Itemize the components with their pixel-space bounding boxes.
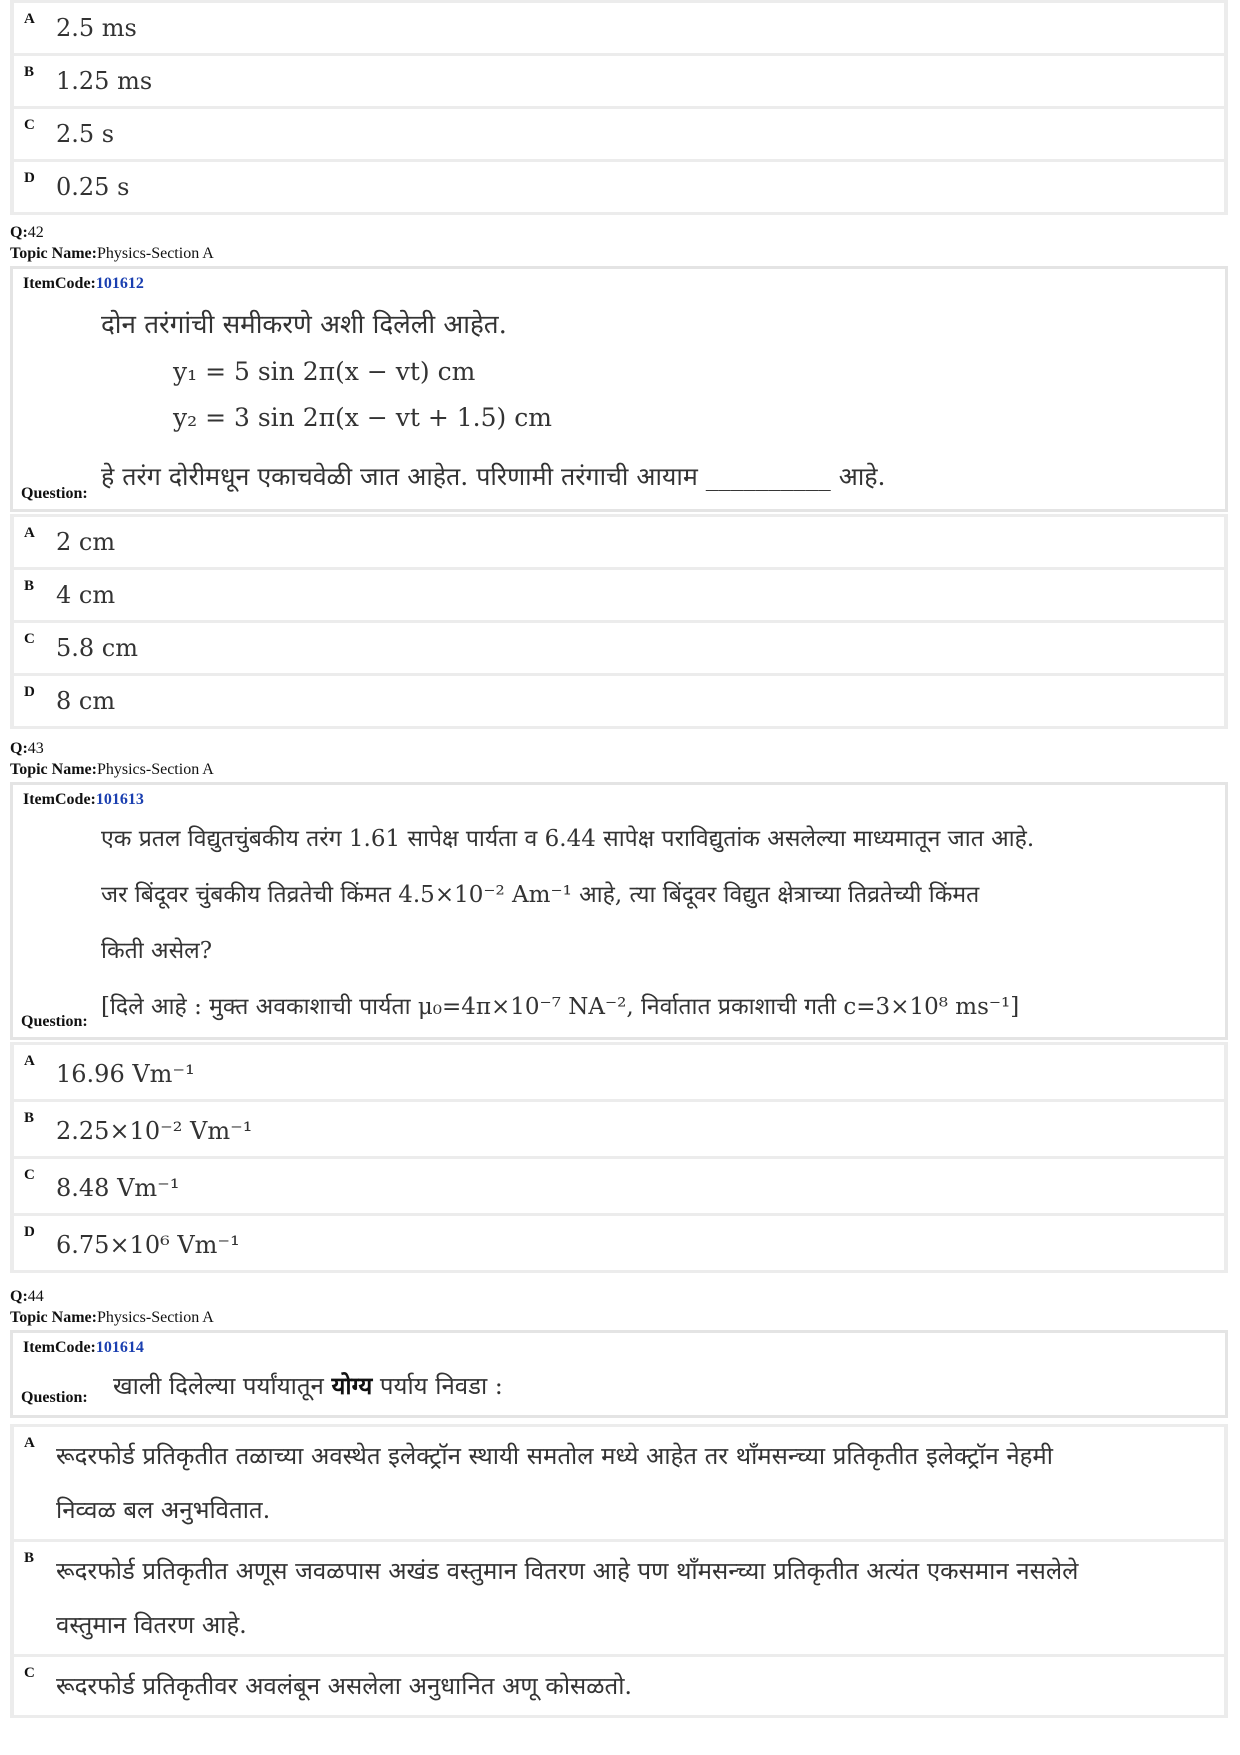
option-letter: D — [24, 1224, 35, 1240]
option-text: 0.25 s — [56, 173, 130, 201]
question-text-pre: खाली दिलेल्या पर्यांयातून — [113, 1372, 332, 1400]
q-prefix: Q: — [10, 1288, 28, 1305]
equation-2: y₂ = 3 sin 2π(x − vt + 1.5) cm — [173, 403, 552, 432]
q42-options — [10, 514, 1228, 729]
itemcode — [23, 1339, 144, 1357]
option-text: 8.48 Vm⁻¹ — [56, 1174, 180, 1202]
option-letter: C — [24, 1167, 35, 1183]
option-letter: D — [24, 170, 35, 186]
itemcode — [23, 275, 144, 293]
q42-header — [10, 222, 214, 264]
option-text: 2.25×10⁻² Vm⁻¹ — [56, 1117, 253, 1145]
option-letter: C — [24, 1665, 35, 1681]
question-label: Question: — [21, 485, 88, 502]
option-text: 4 cm — [56, 581, 116, 609]
option-letter: B — [24, 64, 35, 80]
option-d[interactable] — [14, 676, 1224, 726]
itemcode-prefix: ItemCode: — [23, 791, 96, 808]
equation-1: y₁ = 5 sin 2π(x − vt) cm — [173, 357, 476, 386]
question-label: Question: — [21, 1389, 88, 1406]
option-letter: B — [24, 1110, 35, 1126]
q44-header — [10, 1286, 214, 1328]
topic-name: Physics-Section A — [96, 761, 214, 778]
option-a[interactable] — [14, 1045, 1224, 1099]
option-letter: B — [24, 1550, 35, 1566]
itemcode — [23, 791, 144, 809]
option-b[interactable] — [14, 1102, 1224, 1156]
option-a[interactable] — [14, 517, 1224, 567]
option-b[interactable] — [14, 56, 1224, 106]
q43-header — [10, 738, 214, 780]
topic-name: Physics-Section A — [96, 1309, 214, 1326]
option-c[interactable] — [14, 1657, 1224, 1715]
option-text: 16.96 Vm⁻¹ — [56, 1060, 195, 1088]
option-letter: C — [24, 117, 35, 133]
q44-options — [10, 1424, 1228, 1718]
option-letter: A — [24, 1435, 35, 1451]
option-d[interactable] — [14, 162, 1224, 212]
q-number: 43 — [27, 740, 44, 757]
prev-options — [10, 0, 1228, 215]
option-text: 6.75×10⁶ Vm⁻¹ — [56, 1231, 240, 1259]
itemcode-prefix: ItemCode: — [23, 1339, 96, 1356]
question-line-4: [दिले आहे : मुक्त अवकाशाची पार्यता μ₀=4π×10⁻⁷ NA⁻², निर्वातात प्रकाशाची गती c=3×10⁸ ms⁻¹] — [101, 994, 1020, 1020]
itemcode-value[interactable]: 101614 — [95, 1339, 144, 1356]
option-c[interactable] — [14, 623, 1224, 673]
option-c[interactable] — [14, 109, 1224, 159]
question-text — [113, 1369, 503, 1402]
option-a[interactable] — [14, 1427, 1224, 1539]
option-b[interactable] — [14, 570, 1224, 620]
topic-name: Physics-Section A — [96, 245, 214, 262]
option-letter: D — [24, 684, 35, 700]
itemcode-value[interactable]: 101613 — [95, 791, 144, 808]
option-text: 1.25 ms — [56, 67, 153, 95]
option-text: 2.5 ms — [56, 14, 137, 42]
question-line-3: किती असेल? — [101, 938, 213, 964]
q42-question-box — [10, 266, 1228, 512]
option-a[interactable] — [14, 3, 1224, 53]
question-label: Question: — [21, 1013, 88, 1030]
option-text: रूदरफोर्ड प्रतिकृतीवर अवलंबून असलेला अनुधानित अणू कोसळतो. — [56, 1672, 633, 1700]
option-text: 2.5 s — [56, 120, 115, 148]
option-text: 5.8 cm — [56, 634, 138, 662]
option-text: रूदरफोर्ड प्रतिकृतीत तळाच्या अवस्थेत इलेक्ट्रॉन स्थायी समतोल मध्ये आहेत तर थॉंमसन्च्या प्रतिकृतीत इलेक्ट्रॉन नेहमी निव्वळ बल अनुभवितात. — [56, 1442, 1053, 1524]
q-prefix: Q: — [10, 224, 28, 241]
question-text-post: पर्याय निवडा : — [372, 1372, 503, 1400]
option-c[interactable] — [14, 1159, 1224, 1213]
option-text: 8 cm — [56, 687, 116, 715]
question-intro: दोन तरंगांची समीकरणे अशी दिलेली आहेत. — [101, 310, 507, 340]
topic-prefix: Topic Name: — [10, 245, 97, 262]
q-number: 44 — [27, 1288, 44, 1305]
option-d[interactable] — [14, 1216, 1224, 1270]
question-text-bold: योग्य — [331, 1371, 373, 1400]
q44-question-box — [10, 1330, 1228, 1418]
itemcode-value[interactable]: 101612 — [95, 275, 144, 292]
question-line-2: जर बिंदूवर चुंबकीय तिव्रतेची किंमत 4.5×10⁻² Am⁻¹ आहे, त्या बिंदूवर विद्युत क्षेत्राच्या तिव्रतेच्यी किंमत — [101, 882, 980, 908]
question-text: हे तरंग दोरीमधून एकाचवेळी जात आहेत. परिणामी तरंगाची आयाम __________ आहे. — [101, 462, 886, 491]
option-b[interactable] — [14, 1542, 1224, 1654]
option-letter: C — [24, 631, 35, 647]
topic-prefix: Topic Name: — [10, 1309, 97, 1326]
option-letter: A — [24, 11, 35, 27]
q43-question-box — [10, 782, 1228, 1040]
option-text: रूदरफोर्ड प्रतिकृतीत अणूस जवळपास अखंड वस्तुमान वितरण आहे पण थॉंमसन्च्या प्रतिकृतीत अत्यंत एकसमान नसलेले वस्तुमान वितरण आहे. — [56, 1557, 1079, 1639]
q43-options — [10, 1042, 1228, 1273]
q-number: 42 — [27, 224, 44, 241]
question-line-1: एक प्रतल विद्युतचुंबकीय तरंग 1.61 सापेक्ष पार्यता व 6.44 सापेक्ष पराविद्युतांक असलेल्या माध्यमातून जात आहे. — [101, 826, 1035, 852]
option-text: 2 cm — [56, 528, 116, 556]
option-letter: A — [24, 525, 35, 541]
topic-prefix: Topic Name: — [10, 761, 97, 778]
option-letter: A — [24, 1053, 35, 1069]
option-letter: B — [24, 578, 35, 594]
q-prefix: Q: — [10, 740, 28, 757]
itemcode-prefix: ItemCode: — [23, 275, 96, 292]
